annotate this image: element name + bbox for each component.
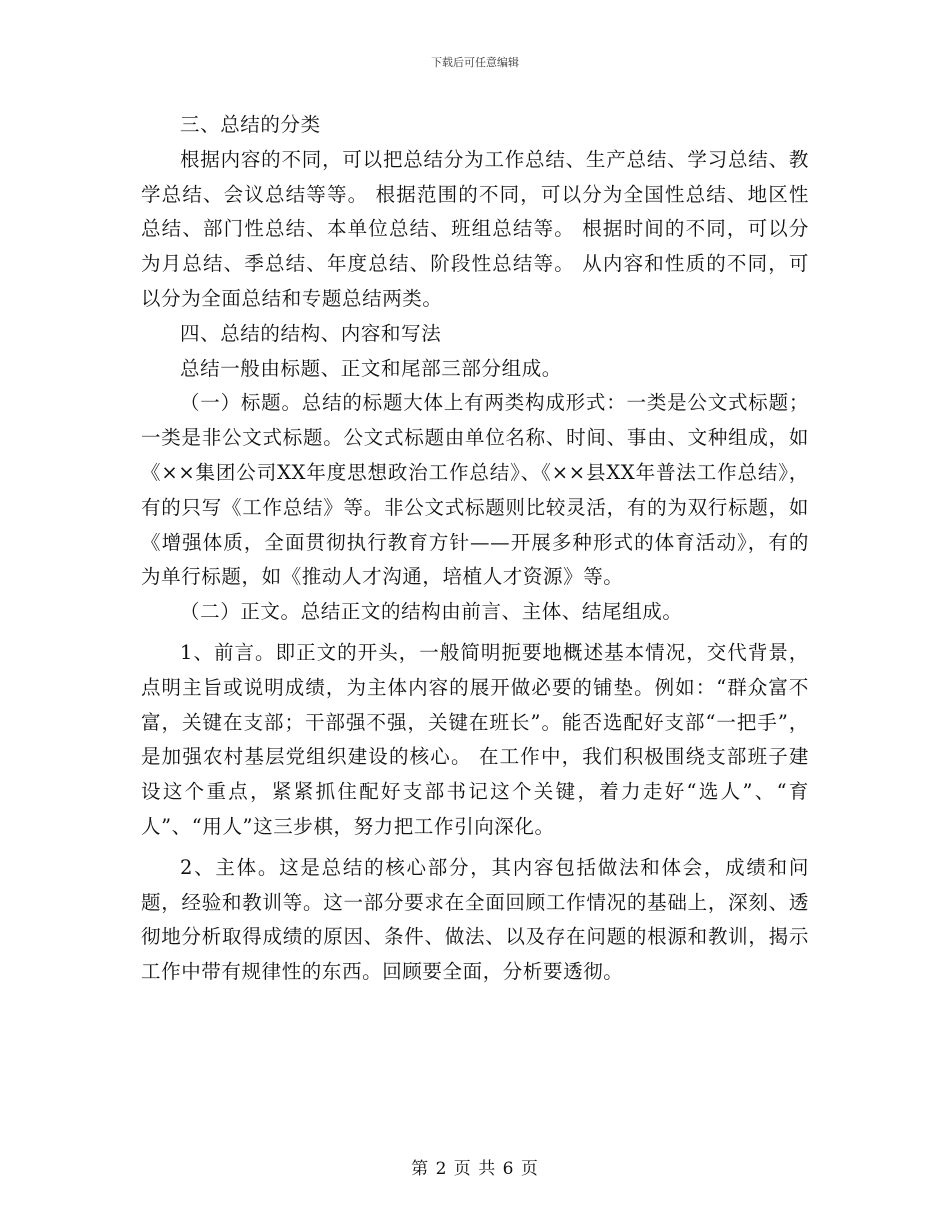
page-header: 下载后可任意编辑 [431,56,519,69]
paragraph-classification: 根据内容的不同，可以把总结分为工作总结、生产总结、学习总结、教学总结、会议总结等等。 根据范围的不同，可以分为全国性总结、地区性总结、部门性总结、本单位总结、班组总结等。 根据时间的不同，可以分为月总结、季总结、年度总结、阶段性总结等。 从内容和性质的不同，可以分为全面总结和专题总结两类。 [141,147,809,310]
section-heading-structure: 四、总结的结构、内容和写法 [180,321,442,345]
paragraph-title: （一）标题。总结的标题大体上有两类构成形式：一类是公文式标题；一类是非公文式标题。公文式标题由单位名称、时间、事由、文种组成，如《××集团公司XX年度思想政治工作总结》、《××县XX年普法工作总结》，有的只写《工作总结》等。非公文式标题则比较灵活，有的为双行标题，如《增强体质，全面贯彻执行教育方针——开展多种形式的体育活动》，有的为单行标题，如《推动人才沟通，培植人才资源》等。 [141,391,809,589]
paragraph-body-part: 2、主体。这是总结的核心部分，其内容包括做法和体会，成绩和问题，经验和教训等。这一部分要求在全面回顾工作情况的基础上，深刻、透彻地分析取得成绩的原因、条件、做法、以及存在问题的根源和教训，揭示工作中带有规律性的东西。回顾要全面，分析要透彻。 [141,855,809,984]
document-body [141,108,809,990]
paragraph-preface: 1、前言。即正文的开头，一般简明扼要地概述基本情况，交代背景，点明主旨或说明成绩，为主体内容的展开做必要的铺垫。例如：“群众富不富，关键在支部；干部强不强，关键在班长”。能否选配好支部“一把手”，是加强农村基层党组织建设的核心。 在工作中，我们积极围绕支部班子建设这个重点，紧紧抓住配好支部书记这个关键，着力走好“选人”、“育人”、“用人”这三步棋，努力把工作引向深化。 [141,640,809,838]
paragraph-main-text: （二）正文。总结正文的结构由前言、主体、结尾组成。 [180,600,683,624]
paragraph-composition: 总结一般由标题、正文和尾部三部分组成。 [180,356,562,380]
page-footer: 第 2 页 共 6 页 [411,1159,539,1179]
section-heading-classification: 三、总结的分类 [180,113,321,136]
